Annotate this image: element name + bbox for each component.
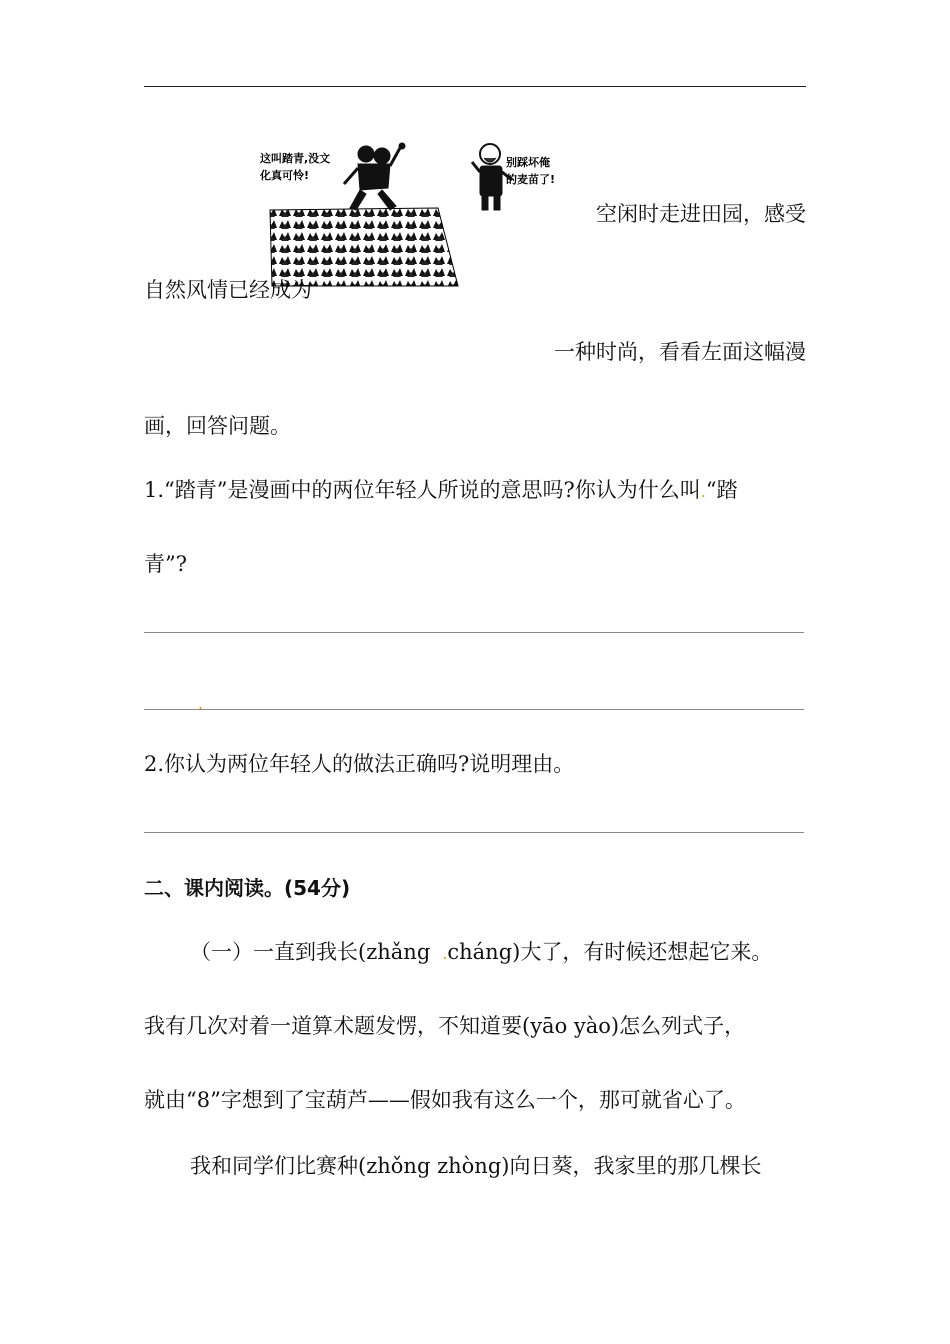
- intro-line-4: 画，回答问题。: [144, 414, 291, 438]
- cartoon-drawing: [250, 134, 580, 294]
- intro-line-3: 一种时尚，看看左面这幅漫: [554, 340, 806, 364]
- intro-line-2: 自然风情已经成为: [144, 278, 312, 302]
- question-2: 2.你认为两位年轻人的做法正确吗?说明理由。: [144, 752, 575, 776]
- wheat-field: [270, 208, 458, 286]
- passage-line-1b: cháng)大了，有时候还想起它来。: [447, 940, 773, 964]
- passage-line-4: 我和同学们比赛种(zhǒng zhòng)向日葵，我家里的那几棵长: [190, 1154, 762, 1178]
- speech-bubble-farmer-line2: 的麦苗了!: [506, 173, 556, 186]
- farmer-figure: [472, 144, 512, 210]
- youths-figures: [344, 143, 405, 210]
- cartoon-illustration: [250, 134, 580, 294]
- question-1-text: 1.“踏青”是漫画中的两位年轻人所说的意思吗?你认为什么叫: [144, 478, 701, 502]
- answer-line-1[interactable]: [144, 632, 804, 633]
- passage-line-2: 我有几次对着一道算术题发愣，不知道要(yāo yào)怎么列式子，: [144, 1014, 746, 1038]
- passage-line-3: 就由“8”字想到了宝葫芦——假如我有这么一个，那可就省心了。: [144, 1088, 746, 1112]
- question-1-line-1: [144, 476, 738, 506]
- passage-dot: .: [442, 944, 448, 963]
- answer-line-2[interactable]: [144, 709, 804, 710]
- speech-bubble-youths-line2: 化真可怜!: [260, 169, 310, 182]
- section-heading: 二、课内阅读。(54分): [144, 876, 351, 900]
- intro-line-1: 空闲时走进田园，感受: [596, 202, 806, 226]
- answer-line-3[interactable]: [144, 832, 804, 833]
- emphasis-dot: .: [700, 482, 706, 501]
- speech-bubble-youths-line1: 这叫踏青,没文: [260, 152, 331, 165]
- passage-line-1a: （一）一直到我长(zhǎng: [190, 940, 431, 964]
- passage-line-1: [190, 938, 772, 968]
- question-1-text-end: “踏: [705, 478, 738, 502]
- header-rule: [144, 86, 806, 87]
- stray-dot: .: [198, 694, 204, 713]
- question-1-line-2: 青”?: [144, 552, 187, 576]
- speech-bubble-farmer-line1: 别踩坏俺: [506, 156, 550, 169]
